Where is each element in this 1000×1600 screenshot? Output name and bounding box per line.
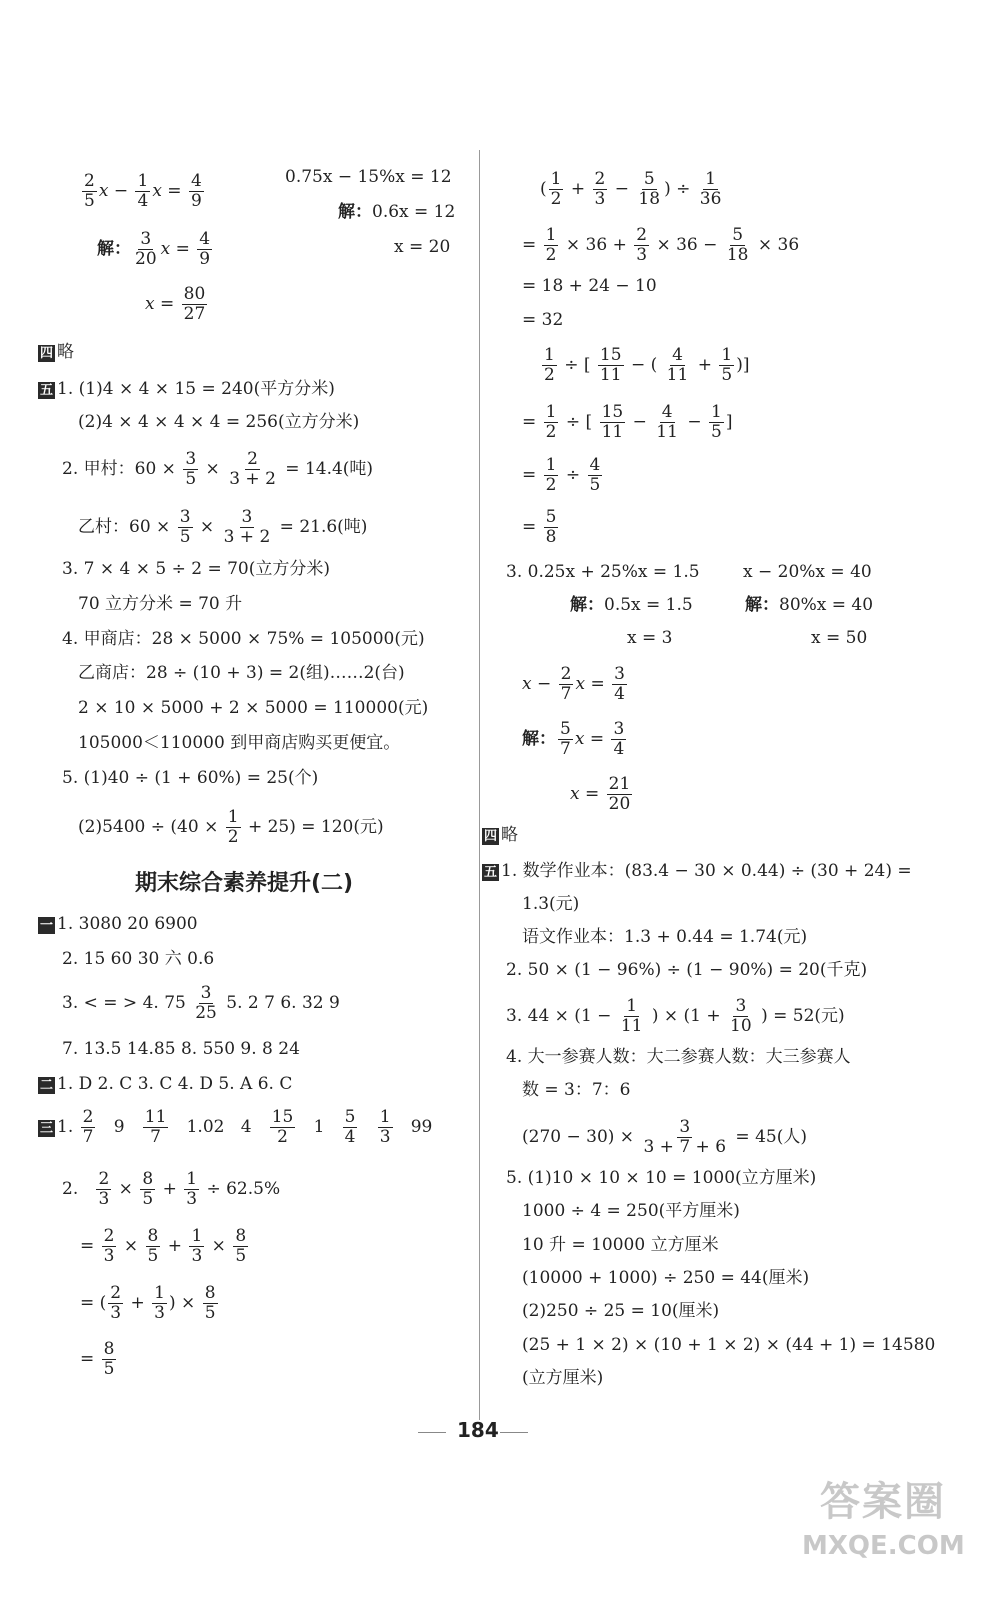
r-calc-line1: = $\frac{1}{2}$ × 36 + $\frac{2}{3}$ × 36 − $\frac{5}{18}$ × 36 (522, 225, 800, 265)
r-calc-line3: = 32 (522, 310, 564, 330)
column-divider (479, 150, 480, 1420)
r-sec5-q1a: 五 1. 数学作业本：(83.4 − 30 × 0.44) ÷ (30 + 24) = (484, 861, 912, 881)
r-sec5-q5b: 1000 ÷ 4 = 250(平方厘米) (522, 1201, 740, 1221)
q3-2-line1: 2. $\frac{2}{3}$ × $\frac{8}{5}$ + $\frac{1}{3}$ ÷ 62.5% (62, 1169, 281, 1209)
r-q3-line1a: 3. 0.25x + 25%x = 1.5 (506, 562, 700, 582)
r-sec5-q5d: (10000 + 1000) ÷ 250 = 44(厘米) (522, 1268, 810, 1288)
sec5-q5b: (2)5400 ÷ (40 × $\frac{1}{2}$ + 25) = 120(元) (78, 807, 384, 847)
r-calc2-line3: = $\frac{5}{8}$ (522, 507, 557, 547)
r-q3-line2a: 解：0.5x = 1.5 (570, 595, 693, 615)
page-number: 184 (457, 1418, 499, 1442)
sec5-q2a: 2. 甲村：60 × $\frac{3}{5}$ × $\frac{2}{3 + 2}$ = 14.4(吨) (62, 449, 374, 489)
r-sec5-q5f: (25 + 1 × 2) × (10 + 1 × 2) × (44 + 1) = 14580 (522, 1335, 936, 1355)
r-sec5-q5a: 5. (1)10 × 10 × 10 = 1000(立方厘米) (506, 1168, 817, 1188)
r-sec5-q4c: (270 − 30) × $\frac{3}{3 + 7 + 6}$ = 45(人) (522, 1117, 807, 1157)
sec5-q4b: 乙商店：28 ÷ (10 + 3) = 2(组)……2(台) (78, 663, 405, 683)
eq-left-1: $\frac{2}{5}$ x − $\frac{1}{4}$ x = $\frac{4}{9}$ (84, 171, 202, 211)
r-sec5-q4a: 4. 大一参赛人数：大二参赛人数：大三参赛人 (506, 1047, 851, 1067)
sec5-q1a: 五 1. (1)4 × 4 × 15 = 240(平方分米) (40, 379, 335, 399)
page-number-dash-left (418, 1432, 446, 1433)
r-q3-line3b: x = 50 (811, 628, 868, 648)
eq-left-6: x = $\frac{80}{27}$ (145, 284, 206, 324)
page-number-dash-right (500, 1432, 528, 1433)
r-q3-line3a: x = 3 (627, 628, 673, 648)
r-sec5-q3: 3. 44 × (1 − $\frac{1}{11}$ ) × (1 + $\frac{3}{10}$ ) = 52(元) (506, 996, 845, 1036)
sec5-q3b: 70 立方分米 = 70 升 (78, 594, 243, 614)
q1-line2: 2. 15 60 30 六 0.6 (62, 949, 215, 969)
section-title: 期末综合素养提升(二) (135, 871, 354, 896)
r-sec5-q5c: 10 升 = 10000 立方厘米 (522, 1235, 719, 1255)
r-q3-line6: x = $\frac{21}{20}$ (570, 774, 631, 814)
eq-left-4: x = 20 (394, 237, 451, 257)
r-calc2-line2: = $\frac{1}{2}$ ÷ $\frac{4}{5}$ (522, 455, 601, 495)
q3-2-line3: = ( $\frac{2}{3}$ + $\frac{1}{3}$ ) × $\frac{8}{5}$ (80, 1283, 216, 1323)
q3-2-line4: = $\frac{8}{5}$ (80, 1339, 115, 1379)
eq-left-3: 解：0.6x = 12 (338, 202, 456, 222)
q2-line: 二 1. D 2. C 3. C 4. D 5. A 6. C (40, 1074, 293, 1094)
r-calc2-line0: $\frac{1}{2}$ ÷ [ $\frac{15}{11}$ − ( $\frac{4}{11}$ + $\frac{1}{5}$ )] (544, 345, 750, 385)
r-calc2-line1: = $\frac{1}{2}$ ÷ [ $\frac{15}{11}$ − $\frac{4}{11}$ − $\frac{1}{5}$ ] (522, 402, 733, 442)
r-sec5-q2: 2. 50 × (1 − 96%) ÷ (1 − 90%) = 20(千克) (506, 960, 868, 980)
sec5-q4d: 105000＜110000 到甲商店购买更便宜。 (78, 733, 401, 753)
r-q3-line5: 解： $\frac{5}{7}$ x = $\frac{3}{4}$ (522, 719, 625, 759)
sec5-q1b: (2)4 × 4 × 4 × 4 = 256(立方分米) (78, 412, 360, 432)
eq-left-2: 0.75x − 15%x = 12 (285, 167, 452, 187)
eq-left-5: 解： $\frac{3}{20}$ x = $\frac{4}{9}$ (97, 229, 211, 269)
r-q3-line2b: 解：80%x = 40 (745, 595, 874, 615)
sec5-q4c: 2 × 10 × 5000 + 2 × 5000 = 110000(元) (78, 698, 429, 718)
q1-line4: 7. 13.5 14.85 8. 550 9. 8 24 (62, 1039, 300, 1059)
r-sec5-q5e: (2)250 ÷ 25 = 10(厘米) (522, 1301, 720, 1321)
r-sec5-q1c: 语文作业本：1.3 + 0.44 = 1.74(元) (522, 927, 808, 947)
q1-line3: 3. < = > 4. 75 $\frac{3}{25}$ 5. 2 7 6. 32 9 (62, 983, 340, 1023)
q3-2-line2: = $\frac{2}{3}$ × $\frac{8}{5}$ + $\frac{1}{3}$ × $\frac{8}{5}$ (80, 1226, 247, 1266)
sec5-q5a: 5. (1)40 ÷ (1 + 60%) = 25(个) (62, 768, 319, 788)
r-calc-line2: = 18 + 24 − 10 (522, 276, 657, 296)
r-q3-line4: x − $\frac{2}{7}$ x = $\frac{3}{4}$ (522, 664, 625, 704)
section-four: 四 略 (40, 342, 75, 362)
sec5-q3a: 3. 7 × 4 × 5 ÷ 2 = 70(立方分米) (62, 559, 330, 579)
sec5-q4a: 4. 甲商店：28 × 5000 × 75% = 105000(元) (62, 629, 425, 649)
r-section-four: 四 略 (484, 825, 519, 845)
r-sec5-q1b: 1.3(元) (522, 894, 580, 914)
sec5-q2b: 乙村：60 × $\frac{3}{5}$ × $\frac{3}{3 + 2}$ = 21.6(吨) (78, 507, 368, 547)
r-calc-line0: ( $\frac{1}{2}$ + $\frac{2}{3}$ − $\frac{5}{18}$ ) ÷ $\frac{1}{36}$ (540, 169, 722, 209)
q3-line1: 三 1. $\frac{2}{7}$ 9 $\frac{11}{7}$ 1.02 4 $\frac{15}{2}$ 1 $\frac{5}{4}$ $\frac{1}{3}$ 99 (40, 1107, 433, 1147)
q1-line1: 一 1. 3080 20 6900 (40, 914, 198, 934)
r-sec5-q4b: 数 = 3：7：6 (522, 1080, 631, 1100)
r-q3-line1b: x − 20%x = 40 (743, 562, 872, 582)
r-sec5-q5g: (立方厘米) (522, 1368, 604, 1388)
watermark: 答案圈 MXQE.COM (802, 1479, 965, 1561)
